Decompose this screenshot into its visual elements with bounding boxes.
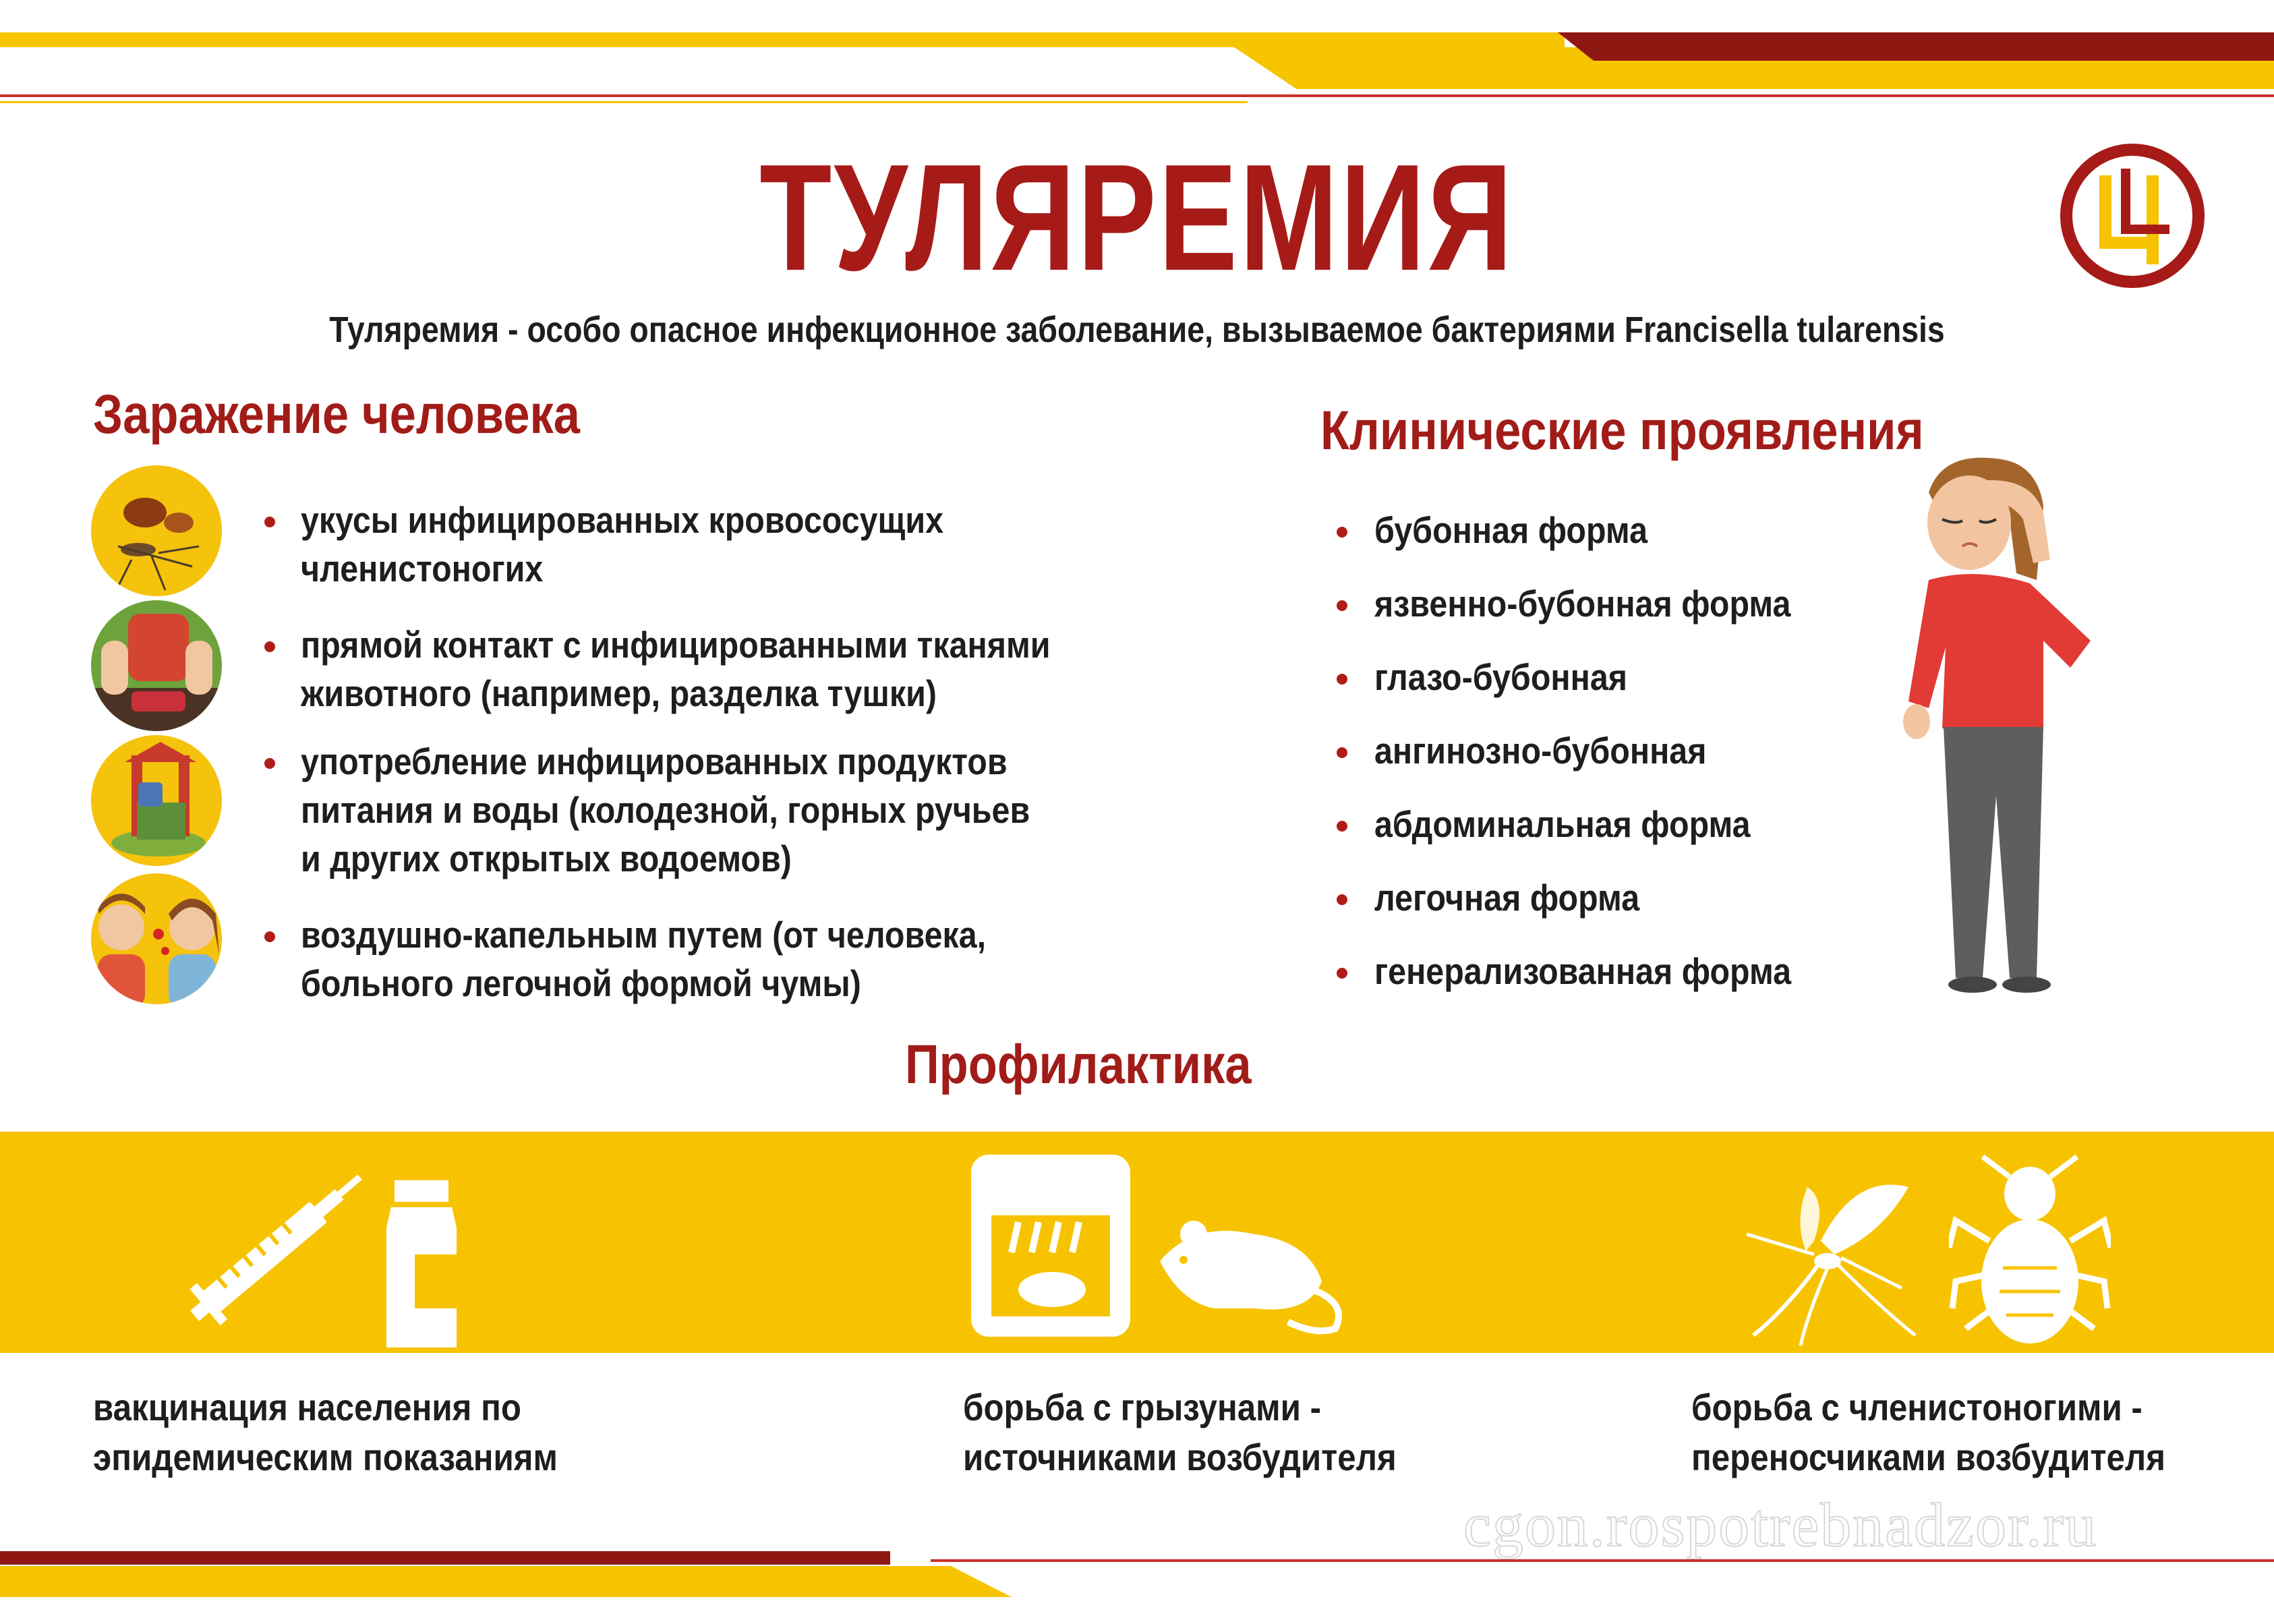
bullet-dot [1337, 821, 1347, 832]
prevention-item-3-line-1: борьба с членистоногими - [1691, 1386, 2142, 1428]
bullet-dot [1337, 674, 1347, 685]
bottom-yellow-stripe [0, 1566, 1012, 1597]
bullet-dot [264, 931, 275, 942]
clinical-item-6: легочная форма [1374, 877, 1640, 919]
top-thin-line [0, 94, 2274, 97]
clinical-item-7: генерализованная форма [1374, 950, 1792, 992]
syringe-icon [169, 1136, 391, 1352]
butcher-icon [91, 600, 222, 731]
infection-item-1 [301, 496, 943, 593]
bullet-dot [1337, 968, 1347, 979]
prevention-item-1-line-1: вакцинация населения по [93, 1386, 521, 1428]
infection-item-2-line-1: прямой контакт с инфицированными тканями [301, 624, 1051, 666]
prevention-item-1-line-2: эпидемическим показаниям [93, 1436, 558, 1478]
bottom-red-stripe [0, 1551, 890, 1565]
bullet-dot [1337, 894, 1347, 905]
bullet-dot [264, 641, 275, 652]
clinical-item-2: язвенно-бубонная форма [1374, 583, 1791, 625]
infection-item-4 [301, 910, 986, 1008]
infection-item-3-line-1: употребление инфицированных продуктов [301, 741, 1008, 782]
rat-icon [1153, 1207, 1349, 1335]
infection-item-3-line-2: питания и воды (колодезной, горных ручьев [301, 789, 1030, 831]
clinical-item-3: глазо-бубонная [1374, 656, 1628, 698]
infection-item-4-line-1: воздушно-капельным путем (от человека, [301, 914, 987, 956]
page-title: ТУЛЯРЕМИЯ [759, 132, 1515, 302]
top-thin-line-2 [0, 101, 1248, 103]
prevention-heading: Профилактика [905, 1034, 1252, 1095]
rodent-trap-icon [971, 1155, 1130, 1337]
bullet-dot [264, 758, 275, 769]
bullet-dot [1337, 527, 1347, 538]
prevention-item-3-line-2: переносчиками возбудителя [1691, 1436, 2165, 1478]
infection-item-2-line-2: животного (например, разделка тушки) [301, 672, 937, 714]
infection-item-1-line-2: членистоногих [301, 548, 544, 589]
mosquito-icon [1726, 1160, 1929, 1349]
top-yellow-stripe [0, 32, 1565, 47]
clinical-item-1: бубонная форма [1374, 509, 1648, 551]
infection-item-4-line-2: больного легочной формой чумы) [301, 962, 861, 1004]
bullet-dot [264, 517, 275, 527]
subtitle: Туляремия - особо опасное инфекционное заболевание, вызываемое бактериями Francisella tularensis [329, 310, 1945, 350]
bullet-dot [1337, 600, 1347, 611]
bottom-thin-line [931, 1559, 2274, 1562]
infection-heading: Заражение человека [93, 384, 581, 445]
vaccine-vial-icon [381, 1180, 462, 1349]
prevention-item-2 [963, 1383, 1397, 1482]
infection-item-1-line-1: укусы инфицированных кровососущих [301, 499, 944, 541]
watermark: cgon.rospotrebnadzor.ru [1463, 1490, 2098, 1559]
sick-woman-icon [1902, 445, 2118, 1005]
infection-item-3 [301, 737, 1030, 883]
cough-people-icon [91, 873, 222, 1004]
clinical-item-4: ангинозно-бубонная [1374, 730, 1707, 772]
infection-item-2 [301, 620, 1051, 718]
clinical-item-5: абдоминальная форма [1374, 803, 1751, 845]
prevention-item-2-line-2: источниками возбудителя [963, 1436, 1397, 1478]
logo [2058, 142, 2207, 290]
ticks-mosquito-icon [91, 465, 222, 596]
prevention-item-2-line-1: борьба с грызунами - [963, 1386, 1321, 1428]
bullet-dot [1337, 747, 1347, 758]
cgon-logo-icon [2058, 142, 2207, 290]
prevention-item-1 [93, 1383, 558, 1482]
infection-item-3-line-3: и других открытых водоемов) [301, 838, 792, 879]
clinical-heading: Клинические проявления [1320, 400, 1924, 461]
louse-icon [1949, 1153, 2111, 1349]
top-red-stripe [1558, 32, 2274, 61]
well-icon [91, 735, 222, 866]
prevention-item-3 [1691, 1383, 2165, 1482]
